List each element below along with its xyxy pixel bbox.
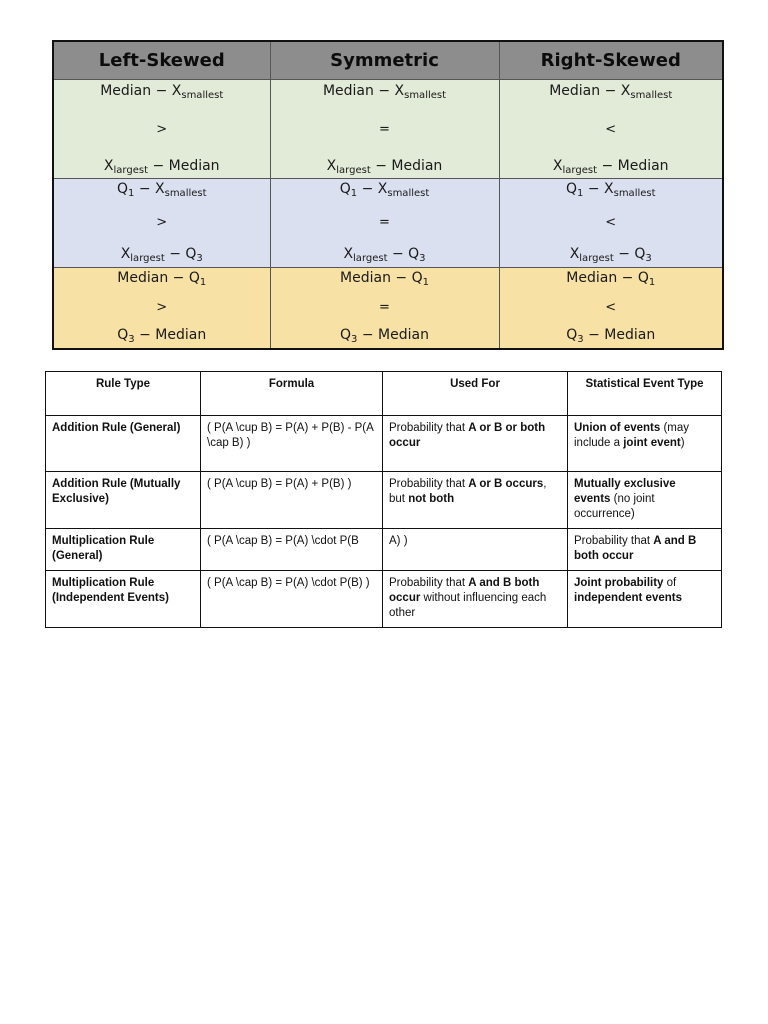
- expr-q1-minus-xsmallest: $Q_1 - X_{smallest}$: [339, 181, 430, 199]
- header-right-skewed: Right-Skewed: [499, 41, 723, 80]
- cell-sym-median-quartiles: [270, 268, 499, 350]
- expr-xlargest-minus-median: $X_{largest}$ − Median: [326, 158, 443, 176]
- formula-cell: ( P(A \cap B) = P(A) \cdot P(B) ): [201, 571, 383, 628]
- header-rule-type: Rule Type: [46, 372, 201, 416]
- table-row: [46, 472, 722, 529]
- skew-row-median-quartiles: [53, 268, 723, 350]
- used-for-cell: A) ): [383, 529, 568, 571]
- expr-xlargest-minus-median: $X_{largest}$ − Median: [103, 158, 220, 176]
- expr-median-minus-xsmallest: Median − $X_{smallest}$: [100, 83, 224, 101]
- event-type-cell: Union of events (may include a joint event): [568, 416, 722, 472]
- table-row: [46, 416, 722, 472]
- table-row: [46, 529, 722, 571]
- used-for-cell: Probability that A or B occurs, but not both: [383, 472, 568, 529]
- event-type-cell: Mutually exclusive events (no joint occurrence): [568, 472, 722, 529]
- expr-q3-minus-median: $Q_3$ − Median: [340, 327, 429, 345]
- comparison-operator: =: [379, 122, 390, 137]
- formula-cell: ( P(A \cap B) = P(A) \cdot P(B: [201, 529, 383, 571]
- expr-median-minus-q1: Median − $Q_1$: [340, 270, 429, 288]
- skew-row-quartile-extremes: [53, 179, 723, 268]
- header-event-type: Statistical Event Type: [568, 372, 722, 416]
- expr-xlargest-minus-q3: $X_{largest} - Q_3$: [343, 246, 426, 264]
- used-for-cell: Probability that A or B or both occur: [383, 416, 568, 472]
- formula-cell: ( P(A \cup B) = P(A) + P(B) - P(A \cap B) ): [201, 416, 383, 472]
- comparison-operator: =: [379, 215, 390, 230]
- expr-xlargest-minus-q3: $X_{largest} - Q_3$: [120, 246, 203, 264]
- cell-right-quartile-extremes: [499, 179, 723, 268]
- rule-type-cell: Multiplication Rule (General): [46, 529, 201, 571]
- expr-q3-minus-median: $Q_3$ − Median: [117, 327, 207, 345]
- rule-type-cell: Addition Rule (Mutually Exclusive): [46, 472, 201, 529]
- expr-median-minus-q1: Median − $Q_1$: [117, 270, 207, 288]
- rules-header-row: [46, 372, 722, 416]
- expr-median-minus-xsmallest: Median − $X_{smallest}$: [549, 83, 673, 101]
- skew-row-median-extremes: [53, 80, 723, 179]
- cell-left-median-extremes: [53, 80, 270, 179]
- table-row: [46, 571, 722, 628]
- header-formula: Formula: [201, 372, 383, 416]
- cell-left-quartile-extremes: [53, 179, 270, 268]
- comparison-operator: <: [605, 122, 617, 137]
- comparison-operator: >: [156, 122, 168, 137]
- comparison-operator: <: [605, 215, 617, 230]
- cell-right-median-extremes: [499, 80, 723, 179]
- comparison-operator: =: [379, 300, 390, 315]
- cell-right-median-quartiles: [499, 268, 723, 350]
- event-type-cell: Joint probability of independent events: [568, 571, 722, 628]
- expr-xlargest-minus-median: $X_{largest}$ − Median: [552, 158, 669, 176]
- header-symmetric: Symmetric: [270, 41, 499, 80]
- event-type-cell: Probability that A and B both occur: [568, 529, 722, 571]
- formula-cell: ( P(A \cup B) = P(A) + P(B) ): [201, 472, 383, 529]
- comparison-operator: >: [156, 300, 168, 315]
- comparison-operator: >: [156, 215, 168, 230]
- used-for-cell: Probability that A and B both occur without influencing each other: [383, 571, 568, 628]
- expr-median-minus-q1: Median − $Q_1$: [566, 270, 656, 288]
- probability-rules-table: [45, 371, 722, 628]
- expr-xlargest-minus-q3: $X_{largest} - Q_3$: [569, 246, 652, 264]
- rule-type-cell: Addition Rule (General): [46, 416, 201, 472]
- cell-left-median-quartiles: [53, 268, 270, 350]
- expr-q1-minus-xsmallest: $Q_1 - X_{smallest}$: [565, 181, 656, 199]
- header-used-for: Used For: [383, 372, 568, 416]
- comparison-operator: <: [605, 300, 617, 315]
- cell-sym-median-extremes: [270, 80, 499, 179]
- expr-q1-minus-xsmallest: $Q_1 - X_{smallest}$: [116, 181, 207, 199]
- expr-median-minus-xsmallest: Median − $X_{smallest}$: [322, 83, 447, 101]
- expr-q3-minus-median: $Q_3$ − Median: [566, 327, 656, 345]
- skewness-table: [52, 40, 724, 350]
- rule-type-cell: Multiplication Rule (Independent Events): [46, 571, 201, 628]
- header-left-skewed: Left-Skewed: [53, 41, 270, 80]
- cell-sym-quartile-extremes: [270, 179, 499, 268]
- skew-header-row: [53, 41, 723, 80]
